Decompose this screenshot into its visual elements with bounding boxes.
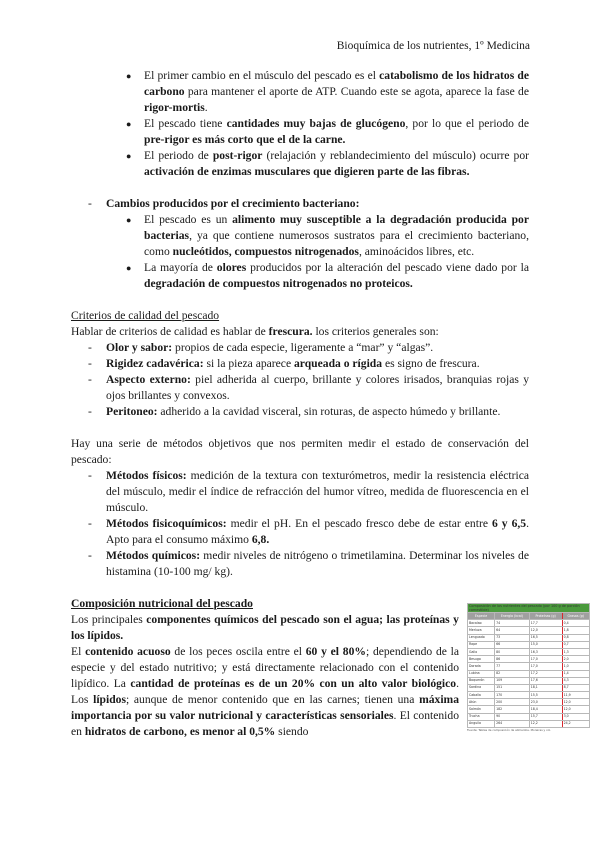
table-header-cell: Grasas (g) <box>562 613 589 620</box>
list-item: - Olor y sabor: propios de cada especie, ligeramente a “mar” y “algas”. <box>106 340 529 356</box>
table-cell: 80 <box>495 648 530 655</box>
table-cell: 90 <box>495 713 530 720</box>
table-cell: 1,3 <box>562 648 589 655</box>
table-cell: 3,0 <box>562 713 589 720</box>
table-cell: 15,5 <box>529 692 562 699</box>
table-cell: 182 <box>495 706 530 713</box>
table-cell: 8,7 <box>562 684 589 691</box>
table-cell: Rape <box>468 641 495 648</box>
list-item: ● El periodo de post-rigor (relajación y reblandecimiento del músculo) ocurre por activación de enzimas musculares que digieren parte de las fibras. <box>144 148 529 180</box>
rigor-list <box>144 68 529 180</box>
table-cell: Caballa <box>468 692 495 699</box>
table-cell: 264 <box>495 720 530 727</box>
table-header-cell: Proteínas (g) <box>529 613 562 620</box>
methods-list <box>106 468 529 580</box>
table-cell: 12,0 <box>562 706 589 713</box>
nutrition-paragraph: Los principales componentes químicos del pescado son el agua; las proteínas y los lípidos. <box>71 613 459 642</box>
table-cell: 17,2 <box>529 670 562 677</box>
table-cell: 23,0 <box>529 699 562 706</box>
nutrition-title: Composición nutricional del pescado <box>71 597 253 610</box>
list-item: ● El pescado tiene cantidades muy bajas de glucógeno, por lo que el periodo de pre-rigor es más corto que el de la carne. <box>144 116 529 148</box>
table-row <box>468 677 590 684</box>
list-item: ● El pescado es un alimento muy susceptible a la degradación producida por bacterias, ya que contiene numerosos sustratos para el crecimiento bacteriano, como nucleótidos, compuestos nitrogenados, aminoácidos libres, etc. <box>144 212 529 260</box>
table-cell: 86 <box>495 656 530 663</box>
table-cell: 2,0 <box>562 656 589 663</box>
table-cell: 17,7 <box>529 620 562 627</box>
table-cell: 1,0 <box>562 663 589 670</box>
list-item: ● La mayoría de olores producidos por la alteración del pescado viene dado por la degradación de compuestos nitrogenados no proteicos. <box>144 260 529 292</box>
table-cell: Boquerón <box>468 677 495 684</box>
table-cell: 15,0 <box>529 641 562 648</box>
table-header-cell: Energía (kcal) <box>495 613 530 620</box>
nutrition-paragraph: El contenido acuoso de los peces oscila entre el 60 y el 80%; dependiendo de la especie y del estado nutritivo; y está directamente relacionado con el contenido lipídico. La cantidad de proteínas es de un 20% con un alto valor biológico. Los lípidos; aunque de menor contenido que en las carnes; tienen una máxima importancia por su valor nutricional y características sensoriales. El contenido en hidratos de carbono, es menor al 0,5% siendo <box>71 645 460 738</box>
table-row <box>468 620 590 627</box>
list-item: - Métodos químicos: medir niveles de nitrógeno o trimetilamina. Determinar los niveles de histamina (10-100 mg/ kg). <box>106 548 529 580</box>
table-cell: 1,4 <box>562 670 589 677</box>
table-cell: 11,9 <box>562 692 589 699</box>
list-item: - Peritoneo: adherido a la cavidad visceral, sin roturas, de aspecto húmedo y brillante. <box>106 404 529 420</box>
table-row <box>468 670 590 677</box>
table-row <box>468 699 590 706</box>
quality-intro: Hablar de criterios de calidad es hablar de frescura. los criterios generales son: <box>71 325 439 338</box>
table-header-cell: Especie <box>468 613 495 620</box>
document-body <box>71 68 529 740</box>
table-cell: 170 <box>495 692 530 699</box>
table-row <box>468 641 590 648</box>
table-row <box>468 663 590 670</box>
table-row <box>468 692 590 699</box>
table-cell: 66 <box>495 641 530 648</box>
nutrition-table <box>467 603 590 728</box>
table-cell: Merluza <box>468 627 495 634</box>
nutrition-table-note: Fuente: Tablas de composición de alimentos. Moreiras y col. <box>467 728 552 732</box>
methods-intro: Hay una serie de métodos objetivos que nos permiten medir el estado de conservación del pescado: <box>71 437 529 466</box>
table-row <box>468 656 590 663</box>
list-item: - Métodos fisicoquímicos: medir el pH. En el pescado fresco debe de estar entre 6 y 6,5. Apto para el consumo máximo 6,8. <box>106 516 529 548</box>
table-cell: 12,0 <box>562 699 589 706</box>
nutrition-table-title: Composición de los nutrientes del pescado (por 100 g de porción comestible) <box>468 604 590 613</box>
table-cell: 64 <box>495 627 530 634</box>
table-row <box>468 706 590 713</box>
nutrition-table-image <box>467 603 590 748</box>
quality-title: Criterios de calidad del pescado <box>71 309 220 322</box>
table-cell: 0,7 <box>562 641 589 648</box>
table-row <box>468 627 590 634</box>
table-cell: 15,7 <box>529 713 562 720</box>
table-cell: 17,0 <box>529 656 562 663</box>
page-header: Bioquímica de los nutrientes, 1º Medicina <box>336 40 530 52</box>
table-cell: 82 <box>495 670 530 677</box>
table-cell: Anguila <box>468 720 495 727</box>
table-cell: Besugo <box>468 656 495 663</box>
table-cell: 17,6 <box>529 677 562 684</box>
table-cell: 16,5 <box>529 634 562 641</box>
table-row <box>468 720 590 727</box>
table-cell: 77 <box>495 663 530 670</box>
table-cell: Lubina <box>468 670 495 677</box>
table-cell: 24,2 <box>562 720 589 727</box>
table-cell: 200 <box>495 699 530 706</box>
table-row <box>468 648 590 655</box>
table-cell: 16,3 <box>529 648 562 655</box>
quality-list <box>106 340 529 420</box>
table-row <box>468 634 590 641</box>
table-cell: 18,1 <box>529 684 562 691</box>
bacterial-list <box>144 212 529 292</box>
table-row <box>468 713 590 720</box>
table-cell: Trucha <box>468 713 495 720</box>
table-cell: Lenguado <box>468 634 495 641</box>
table-cell: Sardina <box>468 684 495 691</box>
table-cell: 17,0 <box>529 663 562 670</box>
table-cell: 12,0 <box>529 627 562 634</box>
list-item: - Métodos físicos: medición de la textura con texturómetros, medir la resistencia eléctrica del músculo, medir el índice de refracción del humor vítreo, medida de fluorescencia en el músculo. <box>106 468 529 516</box>
table-cell: 18,4 <box>529 706 562 713</box>
table-cell: 74 <box>495 620 530 627</box>
nutrition-paragraphs <box>71 612 459 740</box>
table-cell: 109 <box>495 677 530 684</box>
table-cell: 4,3 <box>562 677 589 684</box>
table-cell: 0,8 <box>562 634 589 641</box>
table-cell: 73 <box>495 634 530 641</box>
list-item: ● El primer cambio en el músculo del pescado es el catabolismo de los hidratos de carbono para mantener el aporte de ATP. Cuando este se agota, aparece la fase de rigor-mortis. <box>144 68 529 116</box>
list-item: - Rigidez cadavérica: si la pieza aparece arqueada o rígida es signo de frescura. <box>106 356 529 372</box>
list-item: - Aspecto externo: piel adherida al cuerpo, brillante y colores irisados, branquias rojas y ojos brillantes y convexos. <box>106 372 529 404</box>
table-row <box>468 684 590 691</box>
table-cell: Gallo <box>468 648 495 655</box>
bacterial-heading: - Cambios producidos por el crecimiento bacteriano: <box>106 196 529 212</box>
table-cell: Dorada <box>468 663 495 670</box>
table-cell: Atún <box>468 699 495 706</box>
table-cell: 12,2 <box>529 720 562 727</box>
table-cell: Salmón <box>468 706 495 713</box>
table-cell: 1,8 <box>562 627 589 634</box>
table-cell: Bacalao <box>468 620 495 627</box>
table-cell: 151 <box>495 684 530 691</box>
table-cell: 0,4 <box>562 620 589 627</box>
